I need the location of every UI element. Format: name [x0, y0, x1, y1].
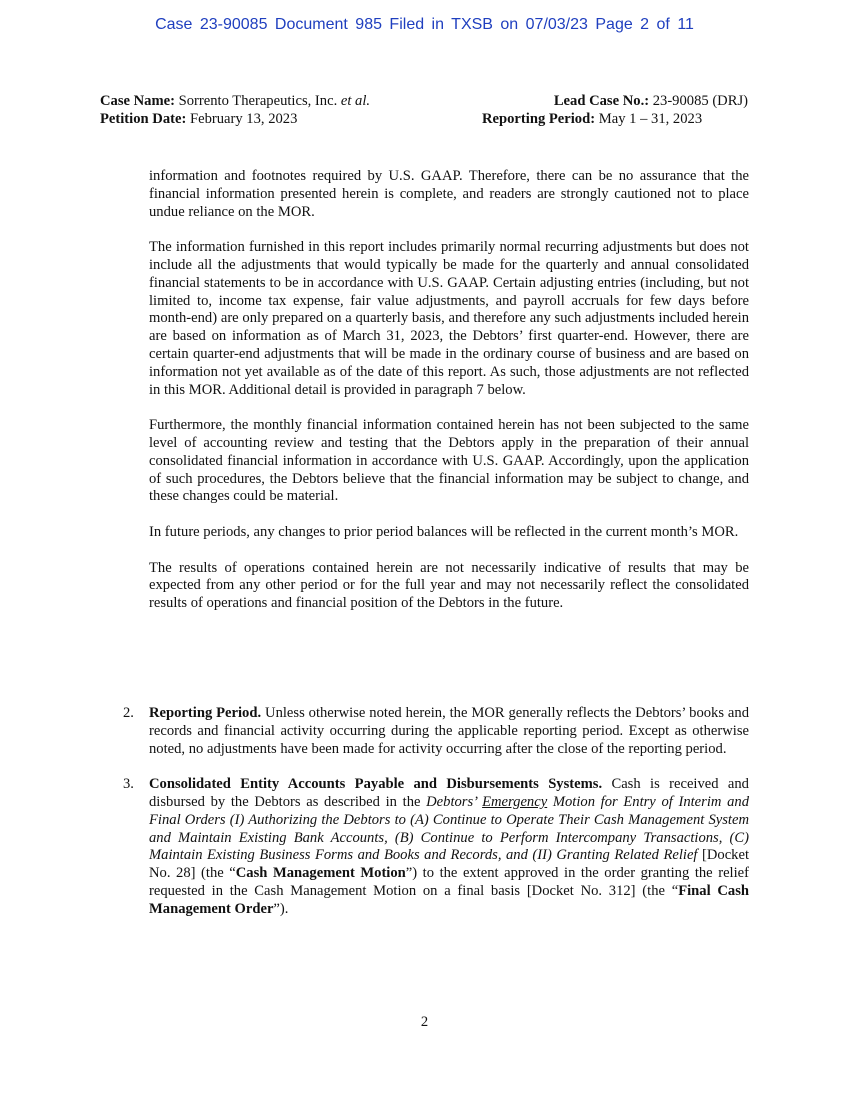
list-item-reporting-period: 2. Reporting Period. Unless otherwise noted herein, the MOR generally reflects the Debtors’ books and records and financial activity occurring during the applicable reporting period. Except as otherwise noted, no adjustments have been made for activity occurring after the close of the reporting period. — [123, 705, 749, 757]
paragraph: information and footnotes required by U.S. GAAP. Therefore, there can be no assurance that the financial information presented herein is complete, and readers are strongly cautioned not to place undue reliance on the MOR. — [149, 168, 749, 220]
case-name: Case Name: Sorrento Therapeutics, Inc. et al. — [100, 93, 371, 109]
item-number: 2. — [123, 705, 134, 721]
list-item-accounts-payable: 3. Consolidated Entity Accounts Payable and Disbursements Systems. Cash is received and disbursed by the Debtors as described in the Debtors’ Emergency Motion for Entry of Interim and Final Orders (I) Authorizing the Debtors to (A) Continue to Operate Their Cash Management System and Maintain Existing Bank Accounts, (B) Continue to Perform Intercompany Transactions, (C) Maintain Existing Business Forms and Books and Records, and (II) Granting Related Relief [Docket No. 28] (the “Cash Management Motion”) to the extent approved in the order granting the relief requested in the Cash Management Motion on a final basis [Docket No. 312] (the “Final Cash Management Order”). — [123, 776, 749, 917]
header-row-1 — [100, 92, 748, 110]
item-heading: Reporting Period. — [149, 705, 262, 721]
document-header — [100, 92, 748, 128]
page-number: 2 — [420, 1014, 429, 1030]
paragraph: The information furnished in this report includes primarily normal recurring adjustments but does not include all the adjustments that would typically be made for the quarterly and annual consolidated financial statements to be in accordance with U.S. GAAP. Certain adjusting entries (including, but not limited to, income tax expense, fair value adjustments, and payroll accruals for few days before month-end) are only prepared on a quarterly basis, and therefore any such adjustments included herein are based on information as of March 31, 2023, the Debtors’ first quarter-end. However, there are certain quarter-end adjustments that will be made in the ordinary course of business and are based on information not yet available as of the date of this report. As such, those adjustments are not reflected in this MOR. Additional detail is provided in paragraph 7 below. — [149, 239, 749, 398]
header-row-2 — [100, 110, 748, 128]
item-number: 3. — [123, 776, 134, 793]
paragraph: Furthermore, the monthly financial information contained herein has not been subjected to the same level of accounting review and testing that the Debtors apply in the preparation of their annual consolidated financial information in accordance with U.S. GAAP. Accordingly, upon the application of such procedures, the Debtors believe that the financial information may be subject to change, and these changes could be material. — [149, 417, 749, 505]
filing-stamp: Case 23-90085 Document 985 Filed in TXSB on 07/03/23 Page 2 of 11 — [155, 16, 694, 33]
lead-case-number: Lead Case No.: 23-90085 (DRJ) — [553, 93, 748, 109]
body-text — [149, 168, 749, 631]
paragraph: In future periods, any changes to prior period balances will be reflected in the current month’s MOR. — [149, 523, 739, 540]
reporting-period: Reporting Period: May 1 – 31, 2023 — [482, 111, 703, 127]
petition-date: Petition Date: February 13, 2023 — [100, 111, 298, 127]
numbered-list — [123, 705, 749, 936]
paragraph: The results of operations contained herein are not necessarily indicative of results that may be expected from any other period or for the full year and may not necessarily reflect the consolidated results of operations and financial position of the Debtors in the future. — [149, 559, 749, 612]
item-heading: Consolidated Entity Accounts Payable and Disbursements Systems. — [149, 776, 603, 793]
